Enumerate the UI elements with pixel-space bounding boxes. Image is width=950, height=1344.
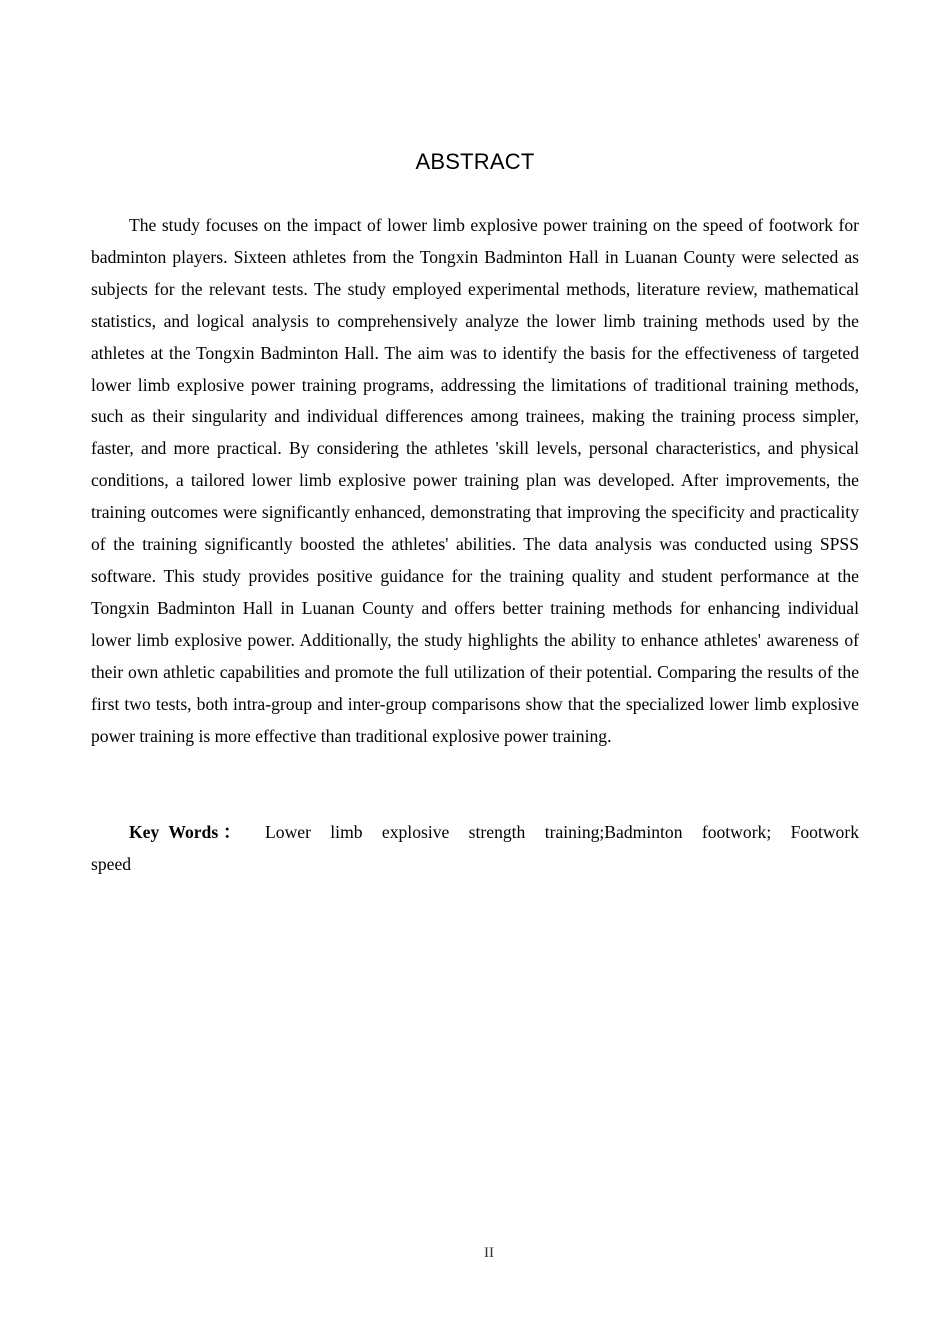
page-number: II (484, 1245, 494, 1261)
abstract-title: ABSTRACT (415, 149, 535, 174)
keywords-paragraph (91, 817, 859, 881)
abstract-body: The study focuses on the impact of lower limb explosive power training on the speed of footwork for badminton players. Sixteen athletes from the Tongxin Badminton Hall in Luanan County were selected as subjects for the relevant tests. The study employed experimental methods, literature review, mathematical statistics, and logical analysis to comprehensively analyze the lower limb training methods used by the athletes at the Tongxin Badminton Hall. The aim was to identify the basis for the effectiveness of targeted lower limb explosive power training programs, addressing the limitations of traditional training methods, such as their singularity and individual differences among trainees, making the training process simpler, faster, and more practical. By considering the athletes 'skill levels, personal characteristics, and physical conditions, a tailored lower limb explosive power training plan was developed. After improvements, the training outcomes were significantly enhanced, demonstrating that improving the specificity and practicality of the training significantly boosted the athletes' abilities. The data analysis was conducted using SPSS software. This study provides positive guidance for the training quality and student performance at the Tongxin Badminton Hall in Luanan County and offers better training methods for enhancing individual lower limb explosive power. Additionally, the study highlights the ability to enhance athletes' awareness of their own athletic capabilities and promote the full utilization of their potential. Comparing the results of the first two tests, both intra-group and inter-group comparisons show that the specialized lower limb explosive power training is more effective than traditional explosive power training. (91, 215, 859, 746)
keywords-text: Lower limb explosive strength training;Badminton footwork; Footwork speed (91, 822, 860, 874)
keywords-label: Key Words： (129, 822, 246, 842)
